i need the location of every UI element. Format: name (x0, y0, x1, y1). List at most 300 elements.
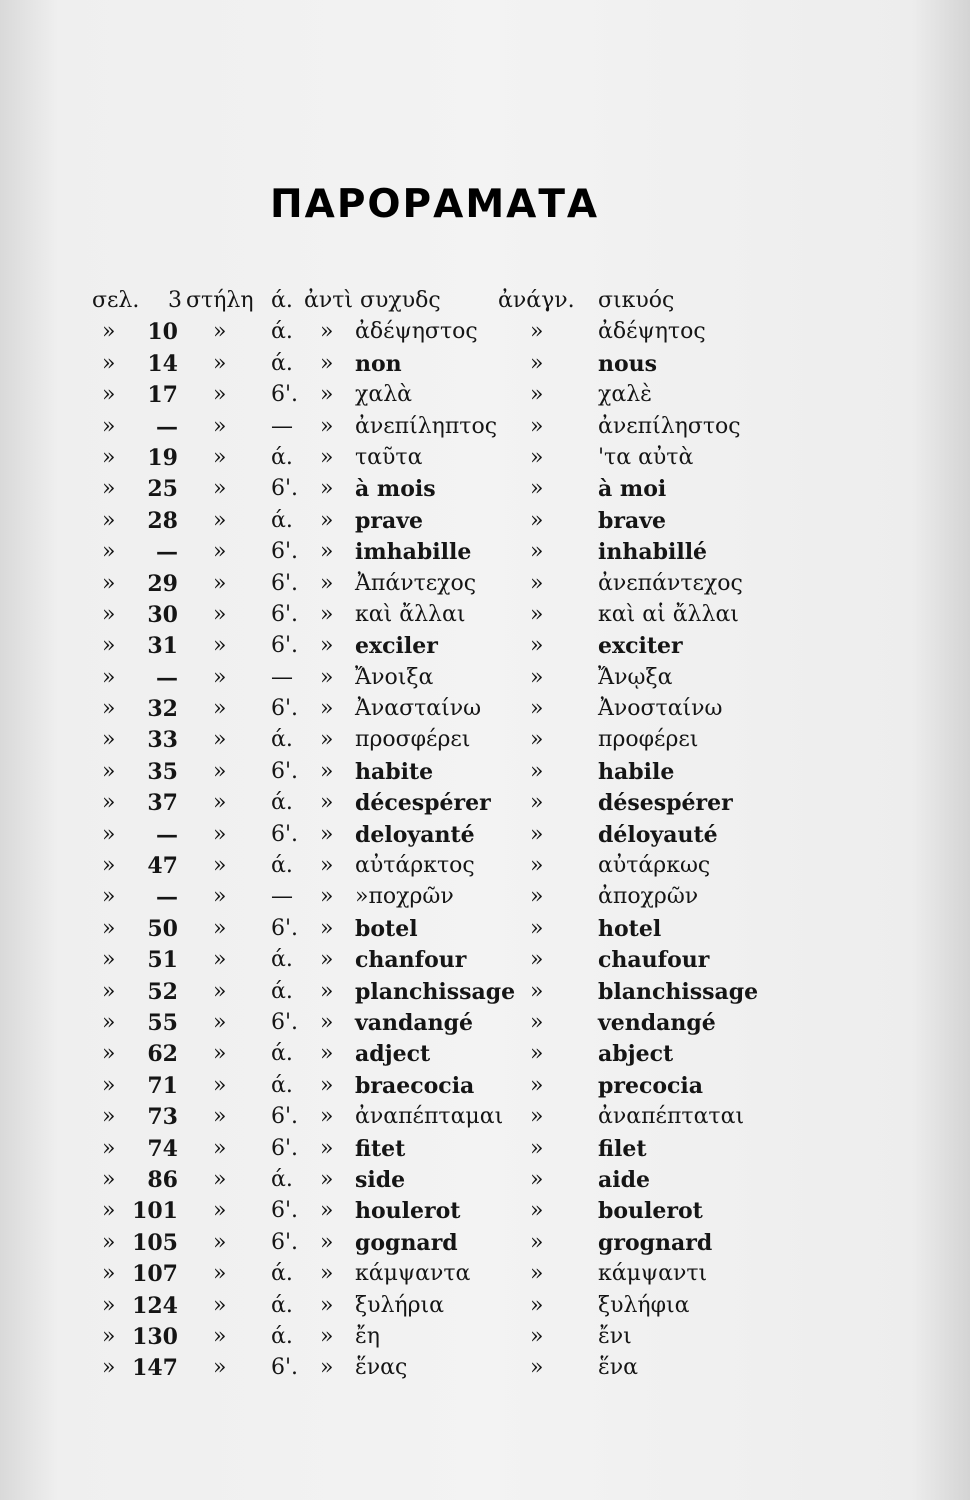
column-number: ά. (271, 507, 293, 533)
ditto-mark: » (530, 1166, 544, 1192)
page-number: 55 (147, 1009, 178, 1036)
ditto-mark: » (102, 382, 116, 408)
errata-row (0, 884, 970, 915)
column-number: 6'. (271, 758, 299, 784)
ditto-mark: » (320, 1198, 334, 1224)
corrected-text: ἀναπέπταται (598, 1104, 745, 1130)
column-number: 6'. (271, 1229, 299, 1255)
column-number: 6'. (271, 696, 299, 722)
ditto-mark: » (213, 1198, 227, 1224)
header-page: 3 (168, 288, 182, 313)
corrected-text: Ἄνῳξα (598, 664, 673, 690)
ditto-mark: » (213, 601, 227, 627)
page-number: — (156, 539, 178, 566)
errata-row (0, 790, 970, 821)
ditto-mark: » (320, 1292, 334, 1318)
corrected-text: exciter (598, 633, 683, 660)
corrected-text: aide (598, 1166, 650, 1193)
page-number: 62 (147, 1041, 178, 1068)
ditto-mark: » (213, 1323, 227, 1349)
corrected-text: καὶ αἱ ἄλλαι (598, 601, 739, 627)
erroneous-text: ἔη (355, 1323, 380, 1349)
ditto-mark: » (102, 1135, 116, 1161)
ditto-mark: » (320, 350, 334, 376)
errata-row (0, 759, 970, 790)
ditto-mark: » (213, 539, 227, 565)
ditto-mark: » (213, 382, 227, 408)
column-number: 6'. (271, 1198, 299, 1224)
ditto-mark: » (320, 1166, 334, 1192)
page-number: — (156, 413, 178, 440)
ditto-mark: » (213, 476, 227, 502)
erroneous-text: προσφέρει (355, 727, 471, 753)
errata-row (0, 602, 970, 633)
errata-table (0, 288, 970, 1387)
erroneous-text: ἕνας (355, 1355, 408, 1381)
corrected-text: χαλὲ (598, 382, 652, 408)
ditto-mark: » (530, 978, 544, 1004)
ditto-mark: » (320, 947, 334, 973)
ditto-mark: » (102, 570, 116, 596)
ditto-mark: » (102, 1104, 116, 1130)
ditto-mark: » (102, 319, 116, 345)
page-title: ΠΑΡΟΡΑΜΑΤΑ (270, 182, 600, 227)
errata-row (0, 414, 970, 445)
ditto-mark: » (213, 1261, 227, 1287)
column-number: ά. (271, 1261, 293, 1287)
corrected-text: ξυλήφια (598, 1292, 690, 1318)
column-number: ά. (271, 1166, 293, 1192)
column-number: 6'. (271, 1355, 299, 1381)
errata-row (0, 633, 970, 664)
erroneous-text: adject (355, 1041, 431, 1068)
page-number: — (156, 884, 178, 911)
ditto-mark: » (102, 1323, 116, 1349)
ditto-mark: » (530, 570, 544, 596)
erroneous-text: χαλὰ (355, 382, 412, 408)
ditto-mark: » (530, 539, 544, 565)
corrected-text: κάμψαντι (598, 1261, 708, 1287)
page-number: 37 (147, 790, 178, 817)
corrected-text: inhabillé (598, 539, 708, 566)
ditto-mark: » (102, 350, 116, 376)
ditto-mark: » (530, 947, 544, 973)
erroneous-text: braecocia (355, 1072, 475, 1099)
page-number: 130 (132, 1323, 178, 1350)
page-number: 35 (147, 758, 178, 785)
corrected-text: ἀδέψητος (598, 319, 706, 345)
ditto-mark: » (320, 790, 334, 816)
erroneous-text: gognard (355, 1229, 458, 1256)
page-number: 17 (147, 382, 178, 409)
ditto-mark: » (320, 539, 334, 565)
header-wrong: συχυδς (360, 288, 441, 313)
column-number: 6'. (271, 915, 299, 941)
ditto-mark: » (320, 1041, 334, 1067)
corrected-text: désespérer (598, 790, 733, 817)
erroneous-text: habite (355, 758, 434, 785)
column-number: ά. (271, 1323, 293, 1349)
erroneous-text: houlerot (355, 1198, 461, 1225)
ditto-mark: » (102, 1166, 116, 1192)
ditto-mark: » (213, 758, 227, 784)
ditto-mark: » (530, 758, 544, 784)
erroneous-text: imhabille (355, 539, 472, 566)
ditto-mark: » (530, 790, 544, 816)
errata-row (0, 351, 970, 382)
corrected-text: chaufour (598, 947, 710, 974)
ditto-mark: » (530, 727, 544, 753)
ditto-mark: » (530, 633, 544, 659)
page-number: 30 (147, 601, 178, 628)
page-number: 50 (147, 915, 178, 942)
column-number: ά. (271, 350, 293, 376)
errata-row (0, 1324, 970, 1355)
page-number: 86 (147, 1166, 178, 1193)
errata-row (0, 1041, 970, 1072)
errata-row (0, 476, 970, 507)
errata-row (0, 445, 970, 476)
ditto-mark: » (530, 884, 544, 910)
ditto-mark: » (102, 601, 116, 627)
erroneous-text: καὶ ἄλλαι (355, 601, 466, 627)
errata-row (0, 696, 970, 727)
erroneous-text: décespérer (355, 790, 491, 817)
errata-row (0, 1293, 970, 1324)
column-number: ά. (271, 947, 293, 973)
ditto-mark: » (102, 1229, 116, 1255)
ditto-mark: » (213, 853, 227, 879)
erroneous-text: à mois (355, 476, 436, 503)
ditto-mark: » (320, 821, 334, 847)
corrected-text: precocia (598, 1072, 704, 1099)
errata-row (0, 947, 970, 978)
ditto-mark: » (213, 1072, 227, 1098)
ditto-mark: » (530, 853, 544, 879)
ditto-mark: » (213, 319, 227, 345)
ditto-mark: » (102, 1198, 116, 1224)
erroneous-text: Ἄνοιξα (355, 664, 434, 690)
corrected-text: 'τα αὐτὰ (598, 444, 694, 470)
corrected-text: ἔνι (598, 1323, 632, 1349)
corrected-text: déloyauté (598, 821, 718, 848)
ditto-mark: » (530, 382, 544, 408)
ditto-mark: » (213, 790, 227, 816)
column-number: 6'. (271, 1104, 299, 1130)
ditto-mark: » (320, 1009, 334, 1035)
ditto-mark: » (530, 915, 544, 941)
erroneous-text: ξυλήρια (355, 1292, 445, 1318)
ditto-mark: » (320, 664, 334, 690)
errata-row (0, 665, 970, 696)
ditto-mark: » (102, 507, 116, 533)
ditto-mark: » (320, 1072, 334, 1098)
erroneous-text: ἀνεπίληπτος (355, 413, 498, 439)
ditto-mark: » (213, 884, 227, 910)
ditto-mark: » (320, 1104, 334, 1130)
errata-row (0, 1355, 970, 1386)
ditto-mark: » (102, 1292, 116, 1318)
errata-row (0, 1073, 970, 1104)
corrected-text: à moi (598, 476, 667, 503)
erroneous-text: deloyanté (355, 821, 475, 848)
column-number: ά. (271, 319, 293, 345)
corrected-text: habile (598, 758, 675, 785)
ditto-mark: » (213, 978, 227, 1004)
ditto-mark: » (213, 444, 227, 470)
column-number: 6'. (271, 821, 299, 847)
ditto-mark: » (213, 696, 227, 722)
column-number: — (271, 884, 293, 910)
corrected-text: ἀποχρῶν (598, 884, 699, 910)
ditto-mark: » (102, 915, 116, 941)
erroneous-text: ταῦτα (355, 444, 423, 470)
ditto-mark: » (213, 1009, 227, 1035)
errata-row (0, 1261, 970, 1292)
ditto-mark: » (320, 382, 334, 408)
ditto-mark: » (213, 1229, 227, 1255)
errata-row (0, 382, 970, 413)
ditto-mark: » (320, 915, 334, 941)
ditto-mark: » (320, 1261, 334, 1287)
erroneous-text: κάμψαντα (355, 1261, 471, 1287)
ditto-mark: » (213, 413, 227, 439)
ditto-mark: » (213, 633, 227, 659)
errata-row (0, 822, 970, 853)
erroneous-text: fitet (355, 1135, 406, 1162)
page-number: 52 (147, 978, 178, 1005)
ditto-mark: » (102, 444, 116, 470)
ditto-mark: » (102, 1261, 116, 1287)
ditto-mark: » (530, 1229, 544, 1255)
page-number: 74 (147, 1135, 178, 1162)
ditto-mark: » (102, 884, 116, 910)
column-number: ά. (271, 1292, 293, 1318)
page-number: 101 (132, 1198, 178, 1225)
column-number: ά. (271, 1041, 293, 1067)
ditto-mark: » (213, 821, 227, 847)
ditto-mark: » (102, 1041, 116, 1067)
page-number: 32 (147, 696, 178, 723)
erroneous-text: non (355, 350, 402, 377)
ditto-mark: » (102, 1072, 116, 1098)
column-number: 6'. (271, 570, 299, 596)
header-read: ἀνάγν. (498, 288, 575, 313)
ditto-mark: » (102, 853, 116, 879)
ditto-mark: » (213, 727, 227, 753)
page-number: — (156, 821, 178, 848)
page-number: 47 (147, 853, 178, 880)
page-number: 28 (147, 507, 178, 534)
errata-row (0, 319, 970, 350)
ditto-mark: » (102, 1355, 116, 1381)
header-right: σικυός (598, 288, 675, 313)
ditto-mark: » (320, 413, 334, 439)
ditto-mark: » (213, 507, 227, 533)
ditto-mark: » (213, 1166, 227, 1192)
page-number: 107 (132, 1261, 178, 1288)
ditto-mark: » (102, 1009, 116, 1035)
ditto-mark: » (320, 884, 334, 910)
ditto-mark: » (213, 570, 227, 596)
page-number: 10 (147, 319, 178, 346)
errata-row (0, 571, 970, 602)
page-number: 51 (147, 947, 178, 974)
errata-row (0, 1010, 970, 1041)
column-number: 6'. (271, 1009, 299, 1035)
ditto-mark: » (102, 727, 116, 753)
corrected-text: boulerot (598, 1198, 703, 1225)
header-instead: ἀντὶ (304, 288, 354, 313)
column-number: — (271, 413, 293, 439)
ditto-mark: » (320, 1135, 334, 1161)
errata-row (0, 1230, 970, 1261)
errata-row (0, 1104, 970, 1135)
ditto-mark: » (530, 1135, 544, 1161)
errata-row (0, 916, 970, 947)
corrected-text: filet (598, 1135, 647, 1162)
ditto-mark: » (530, 350, 544, 376)
ditto-mark: » (530, 1041, 544, 1067)
erroneous-text: Ἀπάντεχος (355, 570, 477, 596)
ditto-mark: » (102, 978, 116, 1004)
header-column-label: στήλη (186, 288, 254, 313)
column-number: ά. (271, 1072, 293, 1098)
column-number: 6'. (271, 539, 299, 565)
erroneous-text: »ποχρῶν (355, 884, 454, 910)
erroneous-text: side (355, 1166, 406, 1193)
page-number: 33 (147, 727, 178, 754)
corrected-text: vendangé (598, 1009, 716, 1036)
corrected-text: αὐτάρκως (598, 853, 711, 879)
corrected-text: abject (598, 1041, 674, 1068)
ditto-mark: » (530, 476, 544, 502)
ditto-mark: » (530, 1009, 544, 1035)
ditto-mark: » (530, 1072, 544, 1098)
ditto-mark: » (530, 1198, 544, 1224)
ditto-mark: » (213, 947, 227, 973)
corrected-text: ἕνα (598, 1355, 639, 1381)
corrected-text: blanchissage (598, 978, 759, 1005)
ditto-mark: » (320, 1229, 334, 1255)
ditto-mark: » (320, 696, 334, 722)
ditto-mark: » (530, 319, 544, 345)
corrected-text: brave (598, 507, 667, 534)
ditto-mark: » (102, 758, 116, 784)
erroneous-text: planchissage (355, 978, 516, 1005)
ditto-mark: » (102, 476, 116, 502)
page-number: 19 (147, 444, 178, 471)
ditto-mark: » (102, 633, 116, 659)
page-number: — (156, 664, 178, 691)
ditto-mark: » (320, 758, 334, 784)
ditto-mark: » (320, 476, 334, 502)
erroneous-text: vandangé (355, 1009, 474, 1036)
ditto-mark: » (530, 1104, 544, 1130)
page-number: 31 (147, 633, 178, 660)
ditto-mark: » (102, 790, 116, 816)
errata-row (0, 1167, 970, 1198)
erroneous-text: ἀναπέπταμαι (355, 1104, 504, 1130)
header-column: ά. (271, 288, 293, 313)
ditto-mark: » (530, 1323, 544, 1349)
ditto-mark: » (530, 1261, 544, 1287)
ditto-mark: » (213, 1355, 227, 1381)
errata-rows (0, 319, 970, 1386)
ditto-mark: » (320, 601, 334, 627)
header-page-label: σελ. (92, 288, 140, 313)
ditto-mark: » (320, 633, 334, 659)
errata-header-row (0, 288, 970, 319)
ditto-mark: » (530, 444, 544, 470)
ditto-mark: » (320, 444, 334, 470)
ditto-mark: » (530, 413, 544, 439)
page-number: 73 (147, 1104, 178, 1131)
ditto-mark: » (530, 696, 544, 722)
ditto-mark: » (213, 1104, 227, 1130)
page-number: 25 (147, 476, 178, 503)
ditto-mark: » (320, 507, 334, 533)
erroneous-text: exciler (355, 633, 438, 660)
page-number: 147 (132, 1355, 178, 1382)
corrected-text: hotel (598, 915, 662, 942)
ditto-mark: » (320, 853, 334, 879)
ditto-mark: » (213, 1135, 227, 1161)
column-number: ά. (271, 978, 293, 1004)
page-number: 71 (147, 1072, 178, 1099)
column-number: ά. (271, 444, 293, 470)
ditto-mark: » (530, 1292, 544, 1318)
column-number: 6'. (271, 476, 299, 502)
ditto-mark: » (530, 507, 544, 533)
corrected-text: ἀνεπάντεχος (598, 570, 743, 596)
errata-row (0, 853, 970, 884)
ditto-mark: » (530, 601, 544, 627)
corrected-text: nous (598, 350, 658, 377)
erroneous-text: botel (355, 915, 418, 942)
ditto-mark: » (320, 1355, 334, 1381)
ditto-mark: » (213, 1041, 227, 1067)
erroneous-text: prave (355, 507, 424, 534)
column-number: 6'. (271, 601, 299, 627)
column-number: ά. (271, 853, 293, 879)
erroneous-text: ἀδέψηστος (355, 319, 478, 345)
errata-row (0, 508, 970, 539)
ditto-mark: » (320, 727, 334, 753)
corrected-text: Ἀνοσταίνω (598, 696, 723, 722)
ditto-mark: » (102, 539, 116, 565)
page-number: 14 (147, 350, 178, 377)
ditto-mark: » (320, 978, 334, 1004)
ditto-mark: » (102, 947, 116, 973)
ditto-mark: » (530, 821, 544, 847)
page-number: 124 (132, 1292, 178, 1319)
page-number: 105 (132, 1229, 178, 1256)
column-number: ά. (271, 727, 293, 753)
errata-row (0, 1198, 970, 1229)
corrected-text: grognard (598, 1229, 713, 1256)
page-number: 29 (147, 570, 178, 597)
ditto-mark: » (530, 664, 544, 690)
ditto-mark: » (102, 696, 116, 722)
column-number: ά. (271, 790, 293, 816)
ditto-mark: » (320, 1323, 334, 1349)
ditto-mark: » (530, 1355, 544, 1381)
ditto-mark: » (213, 664, 227, 690)
ditto-mark: » (102, 821, 116, 847)
errata-row (0, 1136, 970, 1167)
corrected-text: προφέρει (598, 727, 699, 753)
